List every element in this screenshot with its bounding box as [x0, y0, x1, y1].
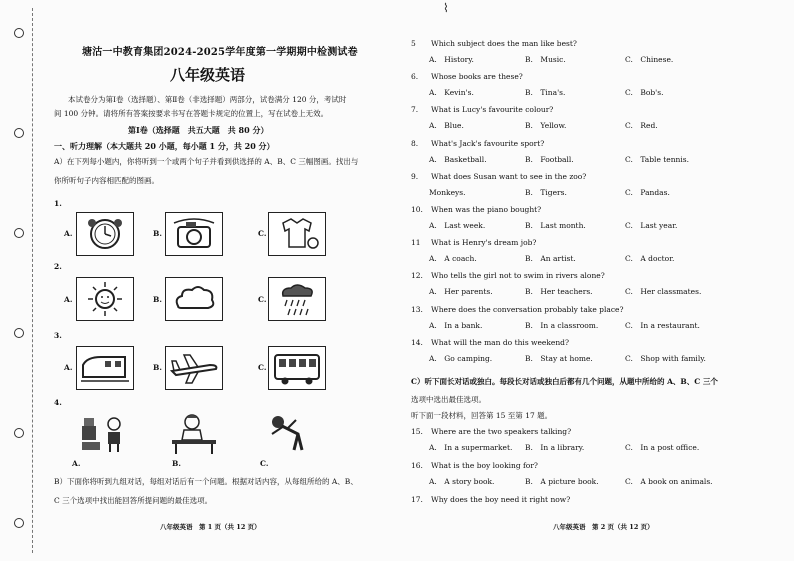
train-icon [76, 346, 134, 390]
question-number: 3. [54, 331, 62, 340]
option-a-label: A. [64, 295, 73, 304]
option-a-label: A. [64, 363, 73, 372]
option-c: C. A book on animals. [625, 477, 713, 486]
plane-icon [165, 346, 223, 390]
option-c: C. Last year. [625, 221, 678, 230]
intro-line: 间 100 分钟。请将所有答案按要求书写在答题卡规定的位置上，写在试卷上无效。 [54, 109, 329, 118]
option-b-label: B. [172, 459, 181, 468]
option-c-label: C. [258, 295, 267, 304]
option-a: A. Kevin's. [429, 88, 474, 98]
option-a-label: A. [64, 229, 73, 238]
sectionA-instructions: A）在下列每小题内，你将听到一个或两个句子并看到供选择的 A、B、C 三幅图画。找出与 [54, 157, 359, 166]
option-c: C. Pandas. [625, 187, 670, 197]
sun-icon [76, 277, 134, 321]
subject-title: 八年级英语 [170, 66, 246, 84]
section1-heading: 一、听力理解（本大题共 20 小题，每小题 1 分，共 20 分） [54, 141, 275, 151]
option-c-label: C. [258, 363, 267, 372]
option-c: C. In a post office. [625, 443, 700, 452]
option-a: Monkeys. [429, 187, 466, 197]
clothes-icon [268, 212, 326, 256]
option-a: A. Blue. [429, 121, 464, 131]
option-a: A. Last week. [429, 221, 486, 230]
question-text: Who tells the girl not to swim in rivers alone? [431, 271, 605, 281]
question-number: 4. [54, 398, 62, 407]
option-b-label: B. [153, 295, 162, 304]
question-text: Whose books are these? [431, 72, 523, 82]
scan-mark: ⌇ [443, 1, 449, 15]
question-number: 1. [54, 199, 62, 208]
option-c: C. A doctor. [625, 254, 675, 264]
option-b: B. Music. [525, 55, 566, 64]
question-number: 10. [411, 205, 423, 214]
cloud-icon [165, 277, 223, 321]
boy-at-desk-icon [166, 412, 222, 454]
binding-margin [6, 8, 33, 553]
question-number: 7. [411, 105, 419, 115]
question-number: 2. [54, 262, 62, 271]
option-a: A. Go camping. [429, 353, 493, 363]
sectionB-instructions: B）下面你将听到九组对话，每组对话后有一个问题。根据对话内容，从每组所给的 A、B、 [54, 477, 358, 486]
boy-with-robot-icon [74, 412, 130, 454]
part1-heading: 第Ⅰ卷（选择题 共五大题 共 80 分） [128, 125, 269, 135]
question-text: Which subject does the man like best? [431, 39, 577, 48]
option-b: B. Her teachers. [525, 287, 593, 297]
passage-intro: 听下面一段材料，回答第 15 至第 17 题。 [411, 411, 553, 420]
girl-stretching-icon [262, 412, 318, 454]
option-a: A. Her parents. [429, 287, 493, 297]
option-a: A. A story book. [429, 477, 495, 486]
option-a: A. A coach. [429, 254, 477, 264]
question-text: What does Susan want to see in the zoo? [431, 171, 587, 181]
option-c: C. Table tennis. [625, 154, 690, 164]
camera-icon [165, 212, 223, 256]
exam-title: 塘沽一中教育集团2024-2025学年度第一学期期中检测试卷 [82, 47, 358, 58]
option-b: B. In a library. [525, 443, 585, 452]
clock-icon [76, 212, 134, 256]
page-2 [397, 0, 794, 561]
sectionC-instructions: 选项中选出最佳选项。 [411, 395, 486, 404]
question-text: Why does the boy need it right now? [431, 495, 571, 504]
option-c: C. Shop with family. [625, 353, 706, 363]
option-a: A. In a bank. [429, 320, 483, 330]
question-number: 14. [411, 337, 423, 347]
question-number: 11 [411, 238, 421, 248]
question-text: What is Henry's dream job? [431, 238, 537, 248]
option-c: C. In a restaurant. [625, 320, 700, 330]
question-number: 8. [411, 138, 419, 148]
question-text: What is Lucy's favourite colour? [431, 105, 554, 115]
option-b: B. A picture book. [525, 477, 599, 486]
question-number: 9. [411, 171, 419, 181]
option-c-label: C. [260, 459, 269, 468]
question-number: 13. [411, 304, 423, 314]
page-footer: 八年级英语 第 1 页（共 12 页） [160, 523, 261, 531]
option-a: A. Basketball. [429, 154, 487, 164]
option-b: B. Tigers. [525, 187, 567, 197]
question-number: 16. [411, 461, 423, 470]
sectionB-instructions: C 三个选项中找出能回答所提问题的最佳选项。 [54, 496, 213, 505]
option-c-label: C. [258, 229, 267, 238]
option-b-label: B. [153, 363, 162, 372]
option-c: C. Red. [625, 121, 658, 131]
rain-icon [268, 277, 326, 321]
question-number: 17. [411, 495, 423, 504]
option-c: C. Chinese. [625, 55, 674, 64]
option-b: B. Tina's. [525, 88, 566, 98]
question-text: When was the piano bought? [431, 205, 542, 214]
question-text: Where does the conversation probably take place? [431, 304, 624, 314]
option-a: A. History. [429, 55, 474, 64]
option-b: B. Last month. [525, 221, 586, 230]
question-text: What's Jack's favourite sport? [431, 138, 545, 148]
option-a-label: A. [72, 459, 81, 468]
option-b-label: B. [153, 229, 162, 238]
page-footer: 八年级英语 第 2 页（共 12 页） [553, 523, 654, 531]
option-c: C. Bob's. [625, 88, 664, 98]
question-number: 15. [411, 427, 423, 436]
sectionC-instructions: C）听下面长对话或独白。每段长对话或独白后都有几个问题，从题中所给的 A、B、C 三个 [411, 377, 718, 386]
intro-line: 本试卷分为第Ⅰ卷（选择题）、第Ⅱ卷（非选择题）两部分，试卷满分 120 分，考试时 [68, 95, 347, 104]
question-number: 6. [411, 72, 419, 82]
sectionA-instructions: 你所听句子内容相匹配的图画。 [54, 176, 159, 185]
question-text: What will the man do this weekend? [431, 337, 569, 347]
bus-icon [268, 346, 326, 390]
option-b: B. Stay at home. [525, 353, 593, 363]
option-b: B. Football. [525, 154, 574, 164]
question-text: Where are the two speakers talking? [431, 427, 572, 436]
question-number: 12. [411, 271, 423, 281]
option-b: B. Yellow. [525, 121, 567, 131]
option-b: B. In a classroom. [525, 320, 599, 330]
option-c: C. Her classmates. [625, 287, 702, 297]
question-text: What is the boy looking for? [431, 461, 538, 470]
option-b: B. An artist. [525, 254, 576, 264]
question-number: 5 [411, 39, 416, 48]
option-a: A. In a supermarket. [429, 443, 513, 452]
